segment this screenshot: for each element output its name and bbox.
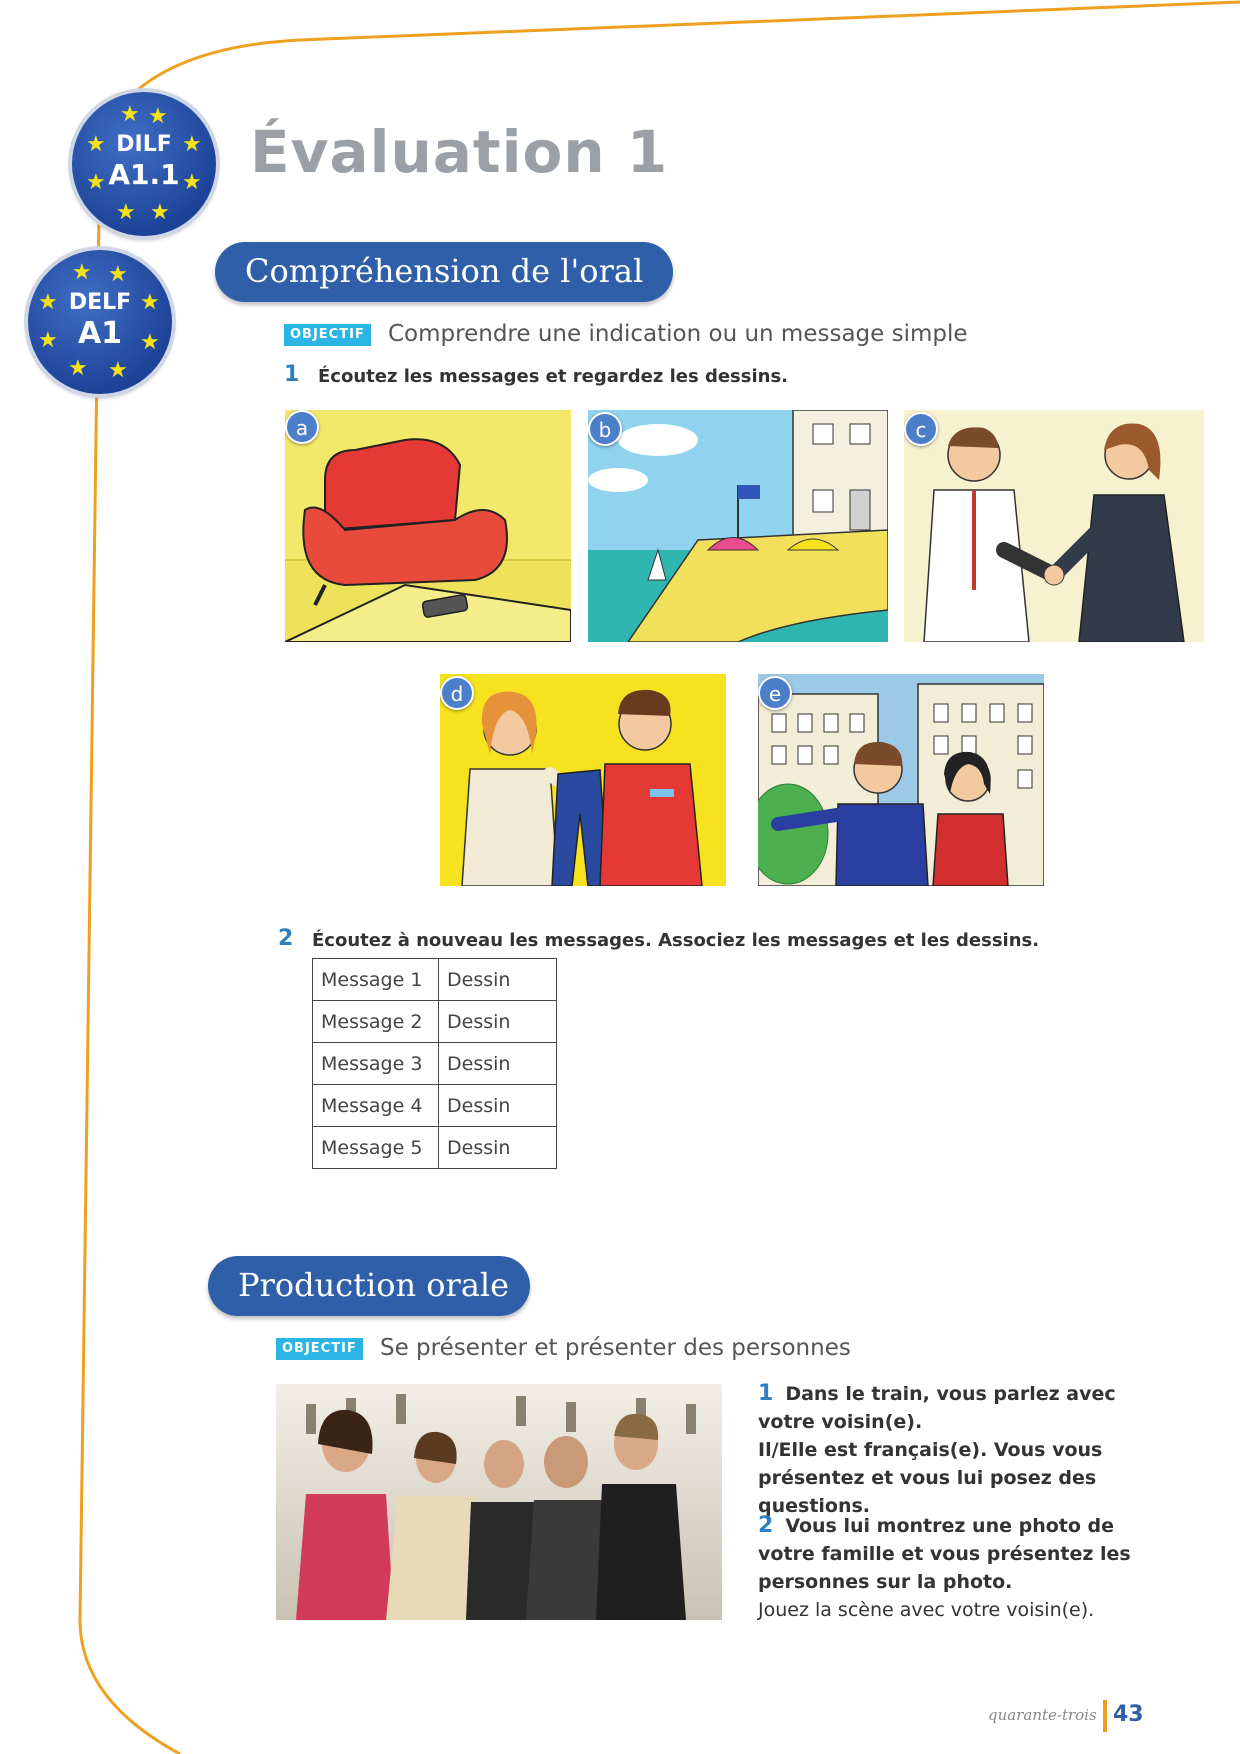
clothing-shop-illustration [440, 674, 726, 886]
delf-level: A1 [77, 316, 123, 351]
picture-label: c [904, 412, 938, 446]
message-cell: Message 1 [313, 959, 439, 1001]
picture-label: a [285, 410, 319, 444]
exercise-number: 2 [758, 1513, 774, 1538]
dilf-badge: ★ ★ ★ ★ ★ ★ ★ ★ DILF A1.1 [72, 92, 216, 236]
armchair-phone-illustration [285, 410, 571, 642]
exercise-text: Dans le train, vous parlez avec votre voisin(e). [758, 1383, 1116, 1433]
exercise-number: 1 [284, 362, 300, 387]
handshake-illustration [904, 410, 1204, 642]
speaking-exercise-1 [758, 1380, 1158, 1520]
picture-label: d [440, 676, 474, 710]
picture-e [758, 674, 1044, 886]
exercise-number: 1 [758, 1381, 774, 1406]
page-title: Évaluation 1 [250, 118, 669, 186]
exercise-instruction: Écoutez à nouveau les messages. Associez les messages et les dessins. [312, 930, 1040, 951]
exercise-text: Jouez la scène avec votre voisin(e). [758, 1599, 1095, 1621]
picture-d [440, 674, 726, 886]
objective-text: Comprendre une indication ou un message simple [388, 321, 968, 347]
exercise-text: Il/Elle est français(e). Vous vous présentez et vous lui posez des questions. [758, 1439, 1103, 1517]
dilf-label: DILF [116, 132, 172, 157]
section-heading-speaking: Production orale [208, 1256, 530, 1316]
page-number-word: quarante-trois [988, 1706, 1097, 1724]
dessin-cell[interactable]: Dessin [439, 959, 557, 1001]
speaking-exercise-2 [758, 1512, 1158, 1624]
delf-label: DELF [68, 290, 132, 315]
dilf-level: A1.1 [108, 158, 180, 191]
exercise-text: Vous lui montrez une photo de votre famille et vous présentez les personnes sur la photo. [758, 1515, 1131, 1593]
table-row [313, 959, 557, 1001]
message-cell: Message 3 [313, 1043, 439, 1085]
picture-b [588, 410, 888, 642]
objective-tag: OBJECTIF [276, 1338, 363, 1360]
page-number-divider [1103, 1700, 1107, 1732]
picture-c [904, 410, 1204, 642]
objective-tag: OBJECTIF [284, 324, 371, 346]
message-cell: Message 4 [313, 1085, 439, 1127]
beach-town-illustration [588, 410, 888, 642]
matching-table [312, 958, 557, 1169]
dessin-cell[interactable]: Dessin [439, 1043, 557, 1085]
group-photo-image [276, 1384, 722, 1620]
dessin-cell[interactable]: Dessin [439, 1127, 557, 1169]
city-street-illustration [758, 674, 1044, 886]
table-row [313, 1127, 557, 1169]
page-number: 43 [1113, 1702, 1144, 1727]
dessin-cell[interactable]: Dessin [439, 1001, 557, 1043]
picture-a [285, 410, 571, 642]
picture-label: e [758, 676, 792, 710]
table-row [313, 1043, 557, 1085]
picture-label: b [588, 412, 622, 446]
objective-text: Se présenter et présenter des personnes [380, 1335, 851, 1361]
exercise-number: 2 [278, 926, 294, 951]
section-heading-listening: Compréhension de l'oral [215, 242, 673, 302]
group-photo [276, 1384, 722, 1620]
message-cell: Message 5 [313, 1127, 439, 1169]
exercise-instruction: Écoutez les messages et regardez les dessins. [318, 366, 788, 387]
delf-badge: ★ ★ ★ ★ ★ ★ ★ ★ DELF A1 [28, 250, 172, 394]
message-cell: Message 2 [313, 1001, 439, 1043]
table-row [313, 1085, 557, 1127]
dessin-cell[interactable]: Dessin [439, 1085, 557, 1127]
table-row [313, 1001, 557, 1043]
